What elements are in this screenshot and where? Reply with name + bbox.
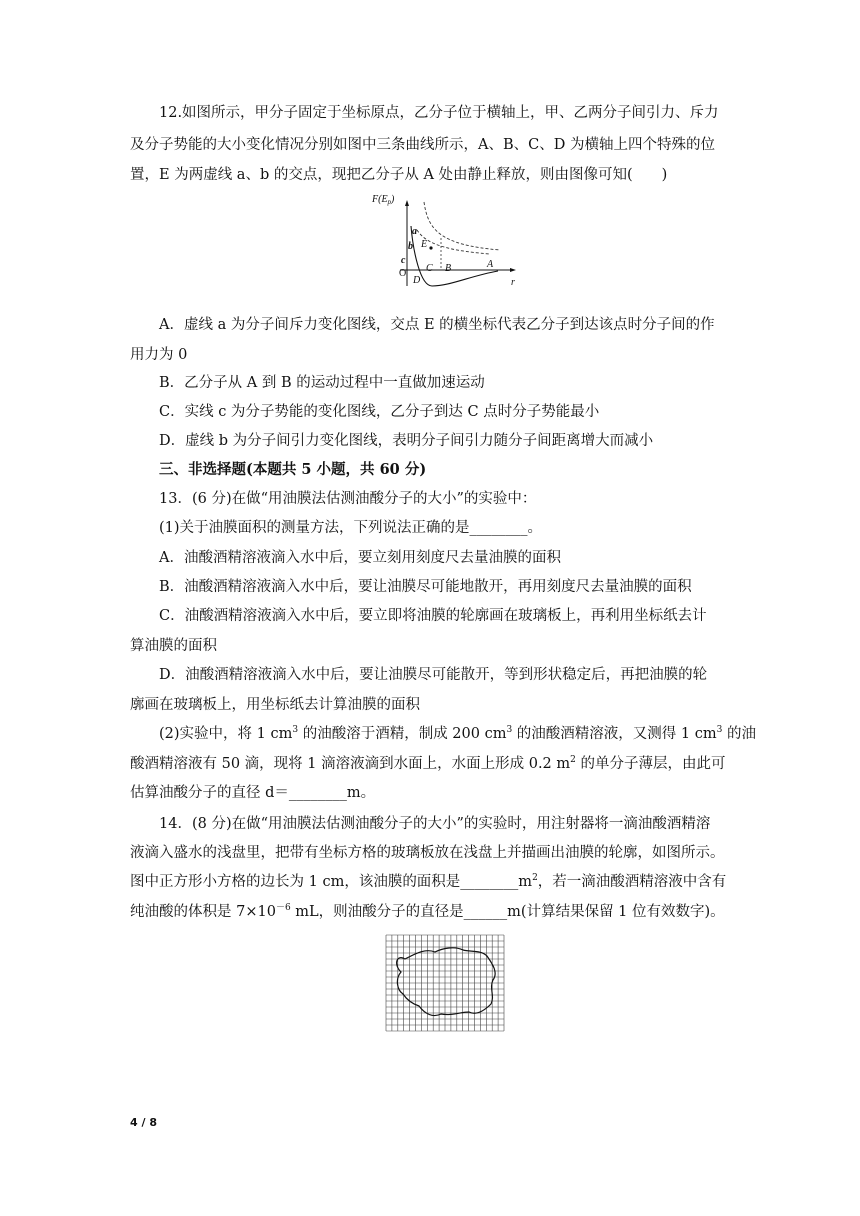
curve-a	[424, 202, 500, 250]
q12-option-d: D．虚线 b 为分子间引力变化图线，表明分子间引力随分子间距离增大而减小	[159, 433, 654, 449]
molecular-force-graph	[370, 190, 520, 290]
graph-origin: O	[399, 268, 407, 279]
q14-line-3: 图中正方形小方格的边长为 1 cm，该油膜的面积是$\_\_\_\_\_\_\_\_m^2$，若一滴油酸酒精溶液中含有	[130, 873, 727, 890]
q13-option-a: A．油酸酒精溶液滴入水中后，要立刻用刻度尺去量油膜的面积	[159, 550, 561, 566]
curve-b	[417, 230, 490, 254]
q13-option-b: B．油酸酒精溶液滴入水中后，要让油膜尽可能地散开，再用刻度尺去量油膜的面积	[159, 579, 692, 595]
q14-line-2: 液滴入盛水的浅盘里，把带有坐标方格的玻璃板放在浅盘上并描画出油膜的轮廓，如图所示。	[130, 845, 725, 861]
graph-label-b: b	[408, 241, 413, 252]
q14-line-1: 14．(8 分)在做“用油膜法估测油酸分子的大小”的实验时，用注射器将一滴油酸酒精溶	[159, 816, 711, 832]
q12-line-2: 及分子势能的大小变化情况分别如图中三条曲线所示，A、B、C、D 为横轴上四个特殊的位	[130, 137, 715, 153]
oil-film-grid	[385, 934, 505, 1032]
q12-option-a-line-1: A．虚线 a 为分子间斥力变化图线，交点 E 的横坐标代表乙分子到达该点时分子间的作	[159, 317, 715, 333]
graph-label-e: E	[421, 239, 428, 250]
section-3-heading: 三、非选择题(本题共 5 小题，共 60 分)	[159, 461, 427, 478]
graph-ylabel: $F(E_p)$	[372, 194, 395, 206]
q13-option-c-line-2: 算油膜的面积	[130, 638, 217, 654]
graph-label-A: A	[487, 259, 494, 270]
grid-lines	[386, 935, 504, 1031]
x-axis-arrow	[510, 268, 516, 272]
q12-line-3: 置，E 为两虚线 a、b 的交点，现把乙分子从 A 处由静止释放，则由图像可知( )	[130, 167, 668, 183]
graph-label-C: C	[426, 263, 433, 274]
q13-part-2-line-3: 估算油酸分子的直径 d＝________m。	[130, 785, 376, 801]
y-axis-arrow	[405, 200, 409, 206]
graph-label-a: a	[412, 226, 417, 237]
q13-intro: 13．(6 分)在做“用油膜法估测油酸分子的大小”的实验中：	[159, 491, 537, 507]
q13-option-d-line-1: D．油酸酒精溶液滴入水中后，要让油膜尽可能散开，等到形状稳定后，再把油膜的轮	[159, 667, 708, 683]
q13-part-2-line-1: (2)实验中，将 1 $cm^3$ 的油酸溶于酒精，制成 200 $cm^3$ 的油酸酒精溶液，又测得 1 $cm^3$ 的油	[159, 725, 756, 742]
page-number: 4 / 8	[130, 1116, 157, 1129]
q12-option-c: C．实线 c 为分子势能的变化图线，乙分子到达 C 点时分子势能最小	[159, 404, 600, 420]
q12-option-b: B．乙分子从 A 到 B 的运动过程中一直做加速运动	[159, 375, 485, 391]
q13-option-c-line-1: C．油酸酒精溶液滴入水中后，要立即将油膜的轮廓画在玻璃板上，再利用坐标纸去计	[159, 608, 707, 624]
q12-option-a-line-2: 用力为 0	[130, 347, 188, 363]
graph-xlabel: r	[511, 277, 515, 288]
q13-option-d-line-2: 廓画在玻璃板上，用坐标纸去计算油膜的面积	[130, 697, 420, 713]
q13-part-2-line-2: 酸酒精溶液有 50 滴，现将 1 滴溶液滴到水面上，水面上形成 0.2 $m^2$ 的单分子薄层，由此可	[130, 755, 726, 772]
point-e	[429, 246, 432, 249]
q12-line-1: 12.如图所示，甲分子固定于坐标原点，乙分子位于横轴上，甲、乙两分子间引力、斥力	[159, 105, 719, 121]
q14-line-4: 纯油酸的体积是 $7\times 10^{-6}$ mL，则油酸分子的直径是______m(计算结果保留 1 位有效数字)。	[130, 903, 725, 920]
q13-part-1: (1)关于油膜面积的测量方法，下列说法正确的是________。	[159, 520, 543, 536]
curve-c	[411, 226, 498, 286]
graph-label-c: c	[401, 255, 406, 266]
graph-label-D: D	[413, 275, 421, 286]
graph-label-B: B	[445, 263, 452, 274]
